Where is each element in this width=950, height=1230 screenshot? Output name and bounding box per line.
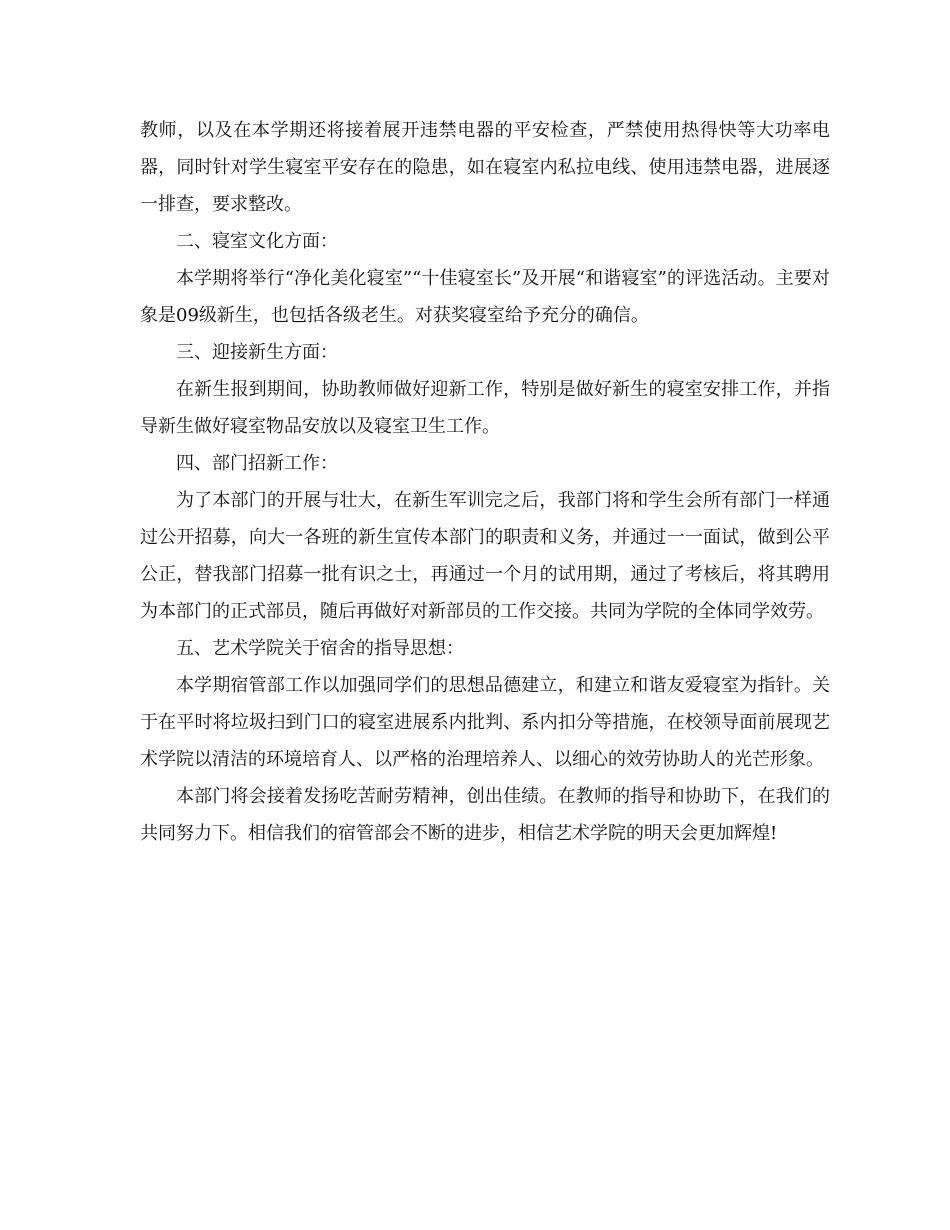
section-heading-welcome-freshmen: 三、迎接新生方面： — [176, 342, 338, 363]
document-body — [140, 112, 830, 852]
section-heading-recruitment: 四、部门招新工作： — [176, 453, 338, 474]
paragraph-closing: 本部门将会接着发扬吃苦耐劳精神，创出佳绩。在教师的指导和协助下，在我们的共同努力下。相信我们的宿管部会不断的进步，相信艺术学院的明天会更加辉煌! — [140, 786, 830, 844]
paragraph-dorm-culture: 本学期将举行“净化美化寝室”“十佳寝室长”及开展“和谐寝室”的评选活动。主要对象是09级新生，也包括各级老生。对获奖寝室给予充分的确信。 — [140, 268, 830, 326]
section-heading-dorm-culture: 二、寝室文化方面： — [176, 231, 338, 252]
paragraph-welcome-freshmen: 在新生报到期间，协助教师做好迎新工作，特别是做好新生的寝室安排工作，并指导新生做好寝室物品安放以及寝室卫生工作。 — [140, 379, 830, 437]
section-heading-guiding-ideology: 五、艺术学院关于宿舍的指导思想： — [176, 638, 464, 659]
paragraph-continued: 教师，以及在本学期还将接着展开违禁电器的平安检查，严禁使用热得快等大功率电器，同时针对学生寝室平安存在的隐患，如在寝室内私拉电线、使用违禁电器，进展逐一排查，要求整改。 — [140, 120, 830, 215]
paragraph-recruitment: 为了本部门的开展与壮大，在新生军训完之后，我部门将和学生会所有部门一样通过公开招募，向大一各班的新生宣传本部门的职责和义务，并通过一一面试，做到公平公正，替我部门招募一批有识之士，再通过一个月的试用期，通过了考核后，将其聘用为本部门的正式部员，随后再做好对新部员的工作交接。共同为学院的全体同学效劳。 — [140, 490, 830, 622]
paragraph-guiding-ideology: 本学期宿管部工作以加强同学们的思想品德建立，和建立和谐友爱寝室为指针。关于在平时将垃圾扫到门口的寝室进展系内批判、系内扣分等措施，在校领导面前展现艺术学院以清洁的环境培育人、以严格的治理培养人、以细心的效劳协助人的光芒形象。 — [140, 675, 830, 770]
